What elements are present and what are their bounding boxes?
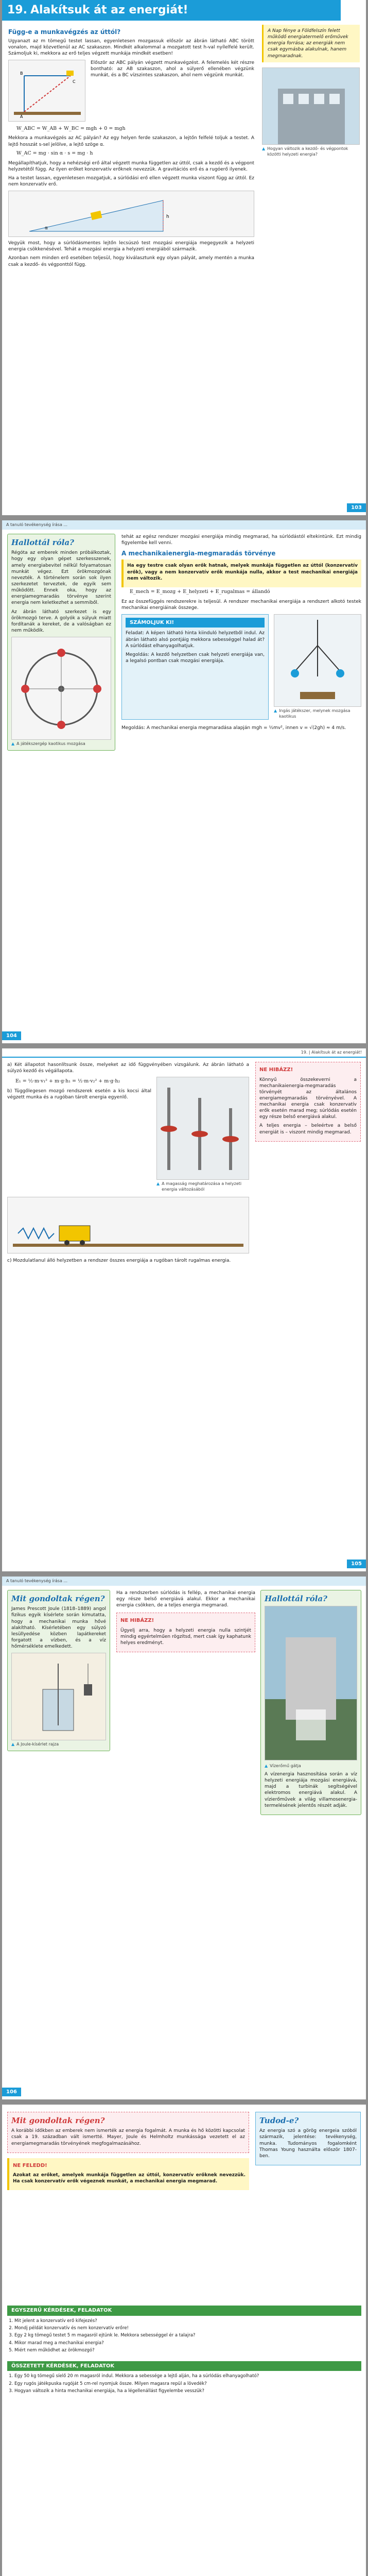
page-105 [2,1048,366,1571]
page-number: 106 [2,2088,21,2097]
triangle-icon: ▲ [274,708,277,713]
main-column [116,1590,255,1652]
figure-pendulum-toy [274,614,361,707]
box-text: A korábbi időkben az emberek nem ismerték az energia fogalmát. A munka és hő közötti kapcsolat csak a 19. században vált ismertté. Mayer, Joule és Helmholtz munkássága vezetett el az energiamegmaradás törvényének megfogalmazásához. [11,2128,245,2146]
question-item: 2. Egy rugós játékpuska rugóját 5 cm-rel nyomjuk össze. Milyen magasra repül a lövedék? [14,2381,361,2387]
paragraph: Vegyük most, hogy a súrlódásmentes lejtőn lecsúszó test mozgási energiája megegyezik a helyzeti energia csökkenésével. Tehát a mozgási energia a helyzeti energiából származik. [8,241,254,252]
paragraph: Mekkora a munkavégzés az AC pályán? Az egy helyen ferde szakaszon, a lejtőn felfelé toljuk a testet. A lejtő hosszát s-sel jelölve, a lejtő szöge α. [8,135,254,147]
fact-box [255,2112,361,2165]
figure-perpetual-machine [11,637,111,740]
running-header: A tanuló tevékenység írása ... [2,520,366,530]
paragraph: b) Tüggőlegesen mozgó rendszerek esetén a kis kocsi által végzett munka és a rugóban tárolt energia egyenlő. [7,1089,151,1100]
triangle-icon: ▲ [262,146,266,151]
margin-column [255,1062,361,1142]
box-text: Az energia szó a görög energeia szóból származik, jelentése: tevékenység, munka. Tudományos fogalomként Thomas Young használta először 1807-ben. [259,2128,357,2159]
figure-caption: ▲ A Joule-kísérlet rajza [11,1742,59,1747]
history-box [7,1590,110,1751]
page-106 [2,1577,366,2099]
paragraph: tehát az egész rendszer mozgási energiája mindig megmarad, ha súrlódástól eltekintünk. Ezt mindig figyelembe kell venni. [121,534,361,546]
page-107 [2,2105,366,2576]
slope-diagram-icon [9,191,254,236]
chapter-title: Alakítsuk át az energiát! [30,4,188,17]
svg-text:B: B [20,71,23,76]
warning-heading: NE HIBÁZZ! [259,1067,293,1073]
box-title: Hallottál róla? [265,1594,327,1603]
paragraph: Ha a rendszerben súrlódás is fellép, a mechanikai energia egy része belső energiává alakul. Ekkor a mechanikai energia csökken, de a teljes energia megmarad. [116,1590,255,1608]
warning-text: Könnyű összekeverni a mechanikaienergia-megmaradás törvényét az általános energiamegmaradás törvényével. A mechanikai energia csak konzervatív erők esetén marad meg; súrlódás esetén egy része belső energiává alakul. [259,1077,357,1120]
paragraph: c) Mozdulatlanul álló helyzetben a rendszer összes energiája a rugóban tárolt rugalmas energia. [7,1258,231,1263]
spring-cart-icon [8,1197,249,1253]
paragraph: Ez az összefüggés rendszerekre is teljesül. A rendszer mechanikai energiája a rendszert alkotó testek mechanikai energiáinak összege. [121,599,361,611]
paragraph: Megállapíthatjuk, hogy a nehézségi erő által végzett munka független az úttól, csak a kezdő és a végpont helyzetétől függ. Az ilyen erőket konzervatív erőknek nevezzük. A gravitációs erő és a rugóerő ilyenek. [8,160,254,172]
paragraph: Azonban nem minden erő esetében teljesül, hogy kiválasztunk egy olyan pályát, amely mentén a munka csak a kezdő- és végponttól függ. [8,256,254,267]
margin-column [262,25,360,157]
box-text: Régóta az emberek minden próbálkoztak, hogy egy olyan gépet szerkesszenek, amely energiabevitel nélkül folyamatosan munkát végez. Ezt örökmozgónak nevezték. A történelem során sok ilyen szerkezetet terveztek, de egyik sem működött. Ennek oka, hogy az energiamegmaradás törvénye szerint energia nem keletkezhet a semmiből. [11,550,111,606]
law-text: Ha egy testre csak olyan erők hatnak, melyek munkája független az úttól (konzervatív erők), vagy a nem konzervatív erők munkája nulla, akkor a test mechanikai energiája nem változik. [127,563,358,581]
main-column [7,1062,249,1266]
box-text: James Prescott Joule (1818–1889) angol fizikus egyik kísérlete során kimutatta, hogy a mechanikai munka hővé alakítható. Kísérletében egy súlyzó lesüllyedése közben lapátkereket forgatott a vízben, és a víz hőmérséklete emelkedett. [11,1606,106,1650]
summary-heading: NE FELEDD! [13,2162,47,2168]
warning-heading: NE HIBÁZZ! [120,1618,154,1624]
paragraph: Ugyanazt az m tömegű testet lassan, egyenletesen mozgassuk először az ábrán látható ABC törött vonalon, majd közvetlenül az AC szakaszon. Mindkét alkalommal a mozgatott test h-val nyílelfelé került. Számoljuk ki, mekkora az erő teljes végzett munkája mindkét esetben! [8,39,254,57]
info-box [7,534,115,751]
triangle-icon: ▲ [11,741,15,747]
svg-text:A: A [20,114,23,119]
paragraph: Ha a testet lassan, egyenletesen mozgatjuk, a súrlódási erő ellen végzett munka viszont függ az úttól. Ez nem konzervatív erő. [8,175,254,187]
page-number: 105 [347,1560,366,1569]
wheel-machine-icon [12,637,111,739]
main-column [7,2112,249,2190]
path-diagram-icon [9,60,86,122]
box-text: Az ábrán látható szerkezet is egy örökmozgó terve. A golyók a súlyuk miatt fordítanák a kereket, de a valóságban ez nem működik. [11,609,111,633]
sidebar-note: A Nap fénye a Földfelszín felett működő energiatermelő erőművek energia forrása; az energiák nem csak egymásba alakulnak, hanem megmaradnak. [262,25,360,62]
warning-box [116,1613,255,1652]
page-number: 103 [347,503,366,513]
sidebar-column [7,1590,110,1751]
paragraph: a) Két állapotot hasonlítsunk össze, melyeket az idő függvényében vizsgálunk. Az ábrán látható a súlyzó kezdő és végállapota. [7,1062,249,1074]
question-item: 4. Mikor marad meg a mechanikai energia? [14,2341,361,2346]
svg-text:C: C [73,79,76,84]
figure-dam [265,1606,357,1760]
chapter-number: 19. [7,4,27,17]
paragraph: Először az ABC pályán végzett munkavégzést. A felemelés két részre bontható: az AB szakaszon, ahol a súlyerő ellenében végzünk munkát, és a BC vízszintes szakaszon, ahol nem végzünk munkát. [91,60,254,78]
section-heading: A mechanikaienergia-megmaradás törvénye [121,550,276,557]
figure-building [262,67,360,145]
chapter-header [2,0,366,21]
margin-column [260,1590,361,1815]
figure-caption: ▲ A magasság meghatározása a helyzeti energia változásából [156,1181,242,1192]
warning-text: A teljes energia – beleértve a belső energiát is – viszont mindig megmarad. [259,1123,357,1135]
question-item: 5. Miért nem működhet az örökmozgó? [14,2348,361,2353]
figure-slope [8,191,254,237]
page-103 [2,0,366,515]
figure-joule [11,1653,106,1740]
question-item: 1. Mit jelent a konzervatív erő kifejezés? [14,2318,361,2324]
pendulum-toy-icon [274,615,361,706]
box-text: A vízenergia hasznosítása során a víz helyzeti energiája mozgási energiává, majd a turbinák segítségével elektromos energiává alakul. A vízierőművek a világ villamosenergia-termelésének jelentős részét adják. [265,1772,357,1808]
question-list [7,2374,361,2394]
building-photo-icon [262,68,359,144]
main-column [8,25,254,270]
figure-caption: ▲ Ingás játékszer, melynek mozgása kaotikus [274,708,351,719]
weights-photo-icon [157,1077,249,1179]
main-column [121,534,361,734]
box-title: Mit gondoltak régen? [11,1594,105,1603]
summary-box [7,2158,249,2191]
running-header: A tanuló tevékenység írása ... [2,1577,366,1586]
box-title: Mit gondoltak régen? [11,2116,105,2125]
history-box [7,2112,249,2153]
questions-heading: EGYSZERŰ KÉRDÉSEK, FELADATOK [7,2306,361,2316]
running-header: 19. | Alakítsuk át az energiát! [2,1048,366,1058]
question-item: 1. Egy 50 kg tömegű síelő 20 m magasról indul. Mekkora a sebessége a lejtő alján, ha a súrlódás elhanyagolható? [14,2374,361,2379]
warning-text: Ügyelj arra, hogy a helyzeti energia nulla szintjét mindig egyértelműen rögzítsd, mert csak így kaphatunk helyes eredményt. [120,1628,251,1646]
questions-section [7,2306,361,2396]
joule-apparatus-icon [12,1653,106,1740]
summary-text: Azokat az erőket, amelyek munkája független az úttól, konzervatív erőknek nevezzük. Ha csak konzervatív erők végeznek munkát, a mechanikai energia megmarad. [13,2173,246,2184]
box-title: Tudod-e? [259,2116,299,2125]
questions-heading: ÖSSZETETT KÉRDÉSEK, FELADATOK [7,2361,361,2371]
worked-example-box [121,614,269,720]
sidebar-column [7,534,115,751]
page-104 [2,520,366,1043]
triangle-icon: ▲ [265,1764,268,1769]
figure-caption: ▲ Hogyan változik a kezdő- és végpontok közötti helyzeti energia? [262,146,348,157]
example-task: Feladat: A képen látható hinta kiinduló helyzetből indul. Az ábrán látható alsó pontjáig mekkora sebességgel halad át? A súrlódást elhanyagolhatjuk. [126,631,265,649]
svg-text:h: h [166,214,169,220]
svg-text:α: α [45,226,48,231]
question-list [7,2318,361,2354]
page-number: 104 [2,1031,21,1041]
margin-column [255,2112,361,2165]
example-solution: Megoldás: A kezdő helyzetben csak helyzeti energiája van, a legalsó pontban csak mozgási energiája. [126,652,265,664]
triangle-icon: ▲ [156,1181,160,1187]
figure-caption: ▲ A játékszergép kaotikus mozgása [11,741,85,747]
box-title: Hallottál róla? [11,538,74,547]
figure-path-diagram [8,60,85,122]
formula: E₁ = ½·m·v₁² + m·g·h₁ = ½·m·v₂² + m·g·h₂ [15,1078,120,1084]
figure-weights [156,1077,249,1180]
figure-spring-cart [7,1197,249,1253]
info-box [260,1590,361,1815]
question-item: 3. Egy 2 kg tömegű testet 5 m magasról ejtünk le. Mekkora sebességgel ér a talajra? [14,2333,361,2338]
question-item: 2. Mondj példát konzervatív és nem konzervatív erőre! [14,2326,361,2331]
formula: W_ABC = W_AB + W_BC = mgh + 0 = mgh [16,125,126,131]
triangle-icon: ▲ [11,1742,15,1747]
law-box [121,560,361,587]
example-heading: SZÁMOLJUK KI! [126,618,265,628]
formula: W_AC = mg · sin α · s = mg · h [16,150,93,156]
dam-photo-icon [265,1606,357,1760]
warning-box [255,1062,361,1142]
section-heading: Függ-e a munkavégzés az úttól? [8,28,121,36]
figure-caption: ▲ Vízerőmű gátja [265,1764,301,1769]
question-item: 3. Hogyan változik a hinta mechanikai energiája, ha a légellenállást figyelembe vesszük? [14,2388,361,2394]
formula: E_mech = E_mozg + E_helyzeti + E_rugalmas = állandó [130,588,270,595]
paragraph: Megoldás: A mechanikai energia megmaradása alapján mgh = ½mv², innen v = √(2gh) ≈ 4 m/s. [121,725,346,731]
